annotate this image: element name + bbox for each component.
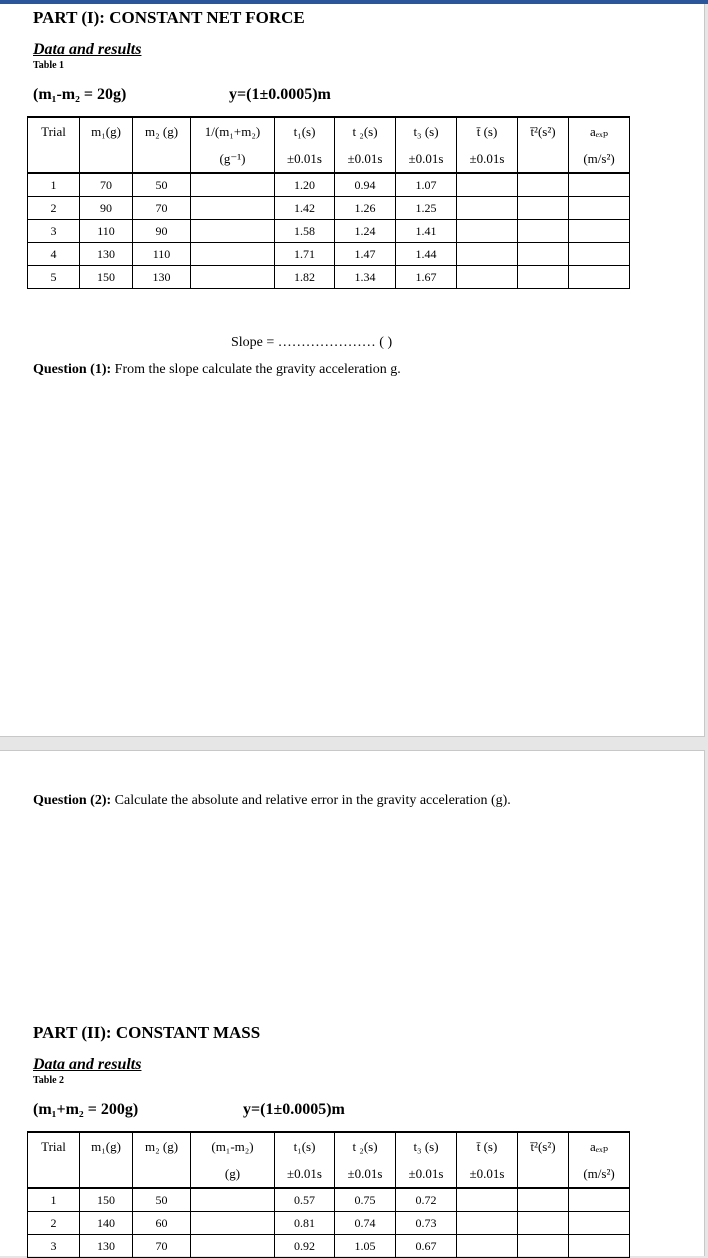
part2-height: y=(1±0.0005)m <box>243 1101 345 1118</box>
question-1: Question (1): From the slope calculate the gravity acceleration g. <box>33 362 401 377</box>
document-page-1 <box>0 4 705 737</box>
data-table-1 <box>27 116 630 289</box>
part2-title: PART (II): CONSTANT MASS <box>33 1023 261 1042</box>
table-header-row: Trial m₁(g) m₂ (g) (m₁-m₂) (g) t₁(s) ±0.01s t ₂(s) ±0.01s t₃ (s) ±0.01s t̄ (s) ±0.01s t̄²(s²) aₑₓₚ (m/s²) <box>28 1132 630 1188</box>
part1-title: PART (I): CONSTANT NET FORCE <box>33 8 305 27</box>
slope-line: Slope = ………………… ( ) <box>231 335 393 350</box>
table-row: 2 90 70 1.42 1.26 1.25 <box>28 197 630 220</box>
part2-mass-condition: (m₁+m₂ = 200g) <box>33 1101 139 1118</box>
table-row: 1 70 50 1.20 0.94 1.07 <box>28 173 630 197</box>
part2-data-heading: Data and results <box>33 1056 142 1073</box>
part1-height: y=(1±0.0005)m <box>229 86 331 103</box>
document-page-2 <box>0 750 705 1256</box>
table-row: 5 150 130 1.82 1.34 1.67 <box>28 266 630 289</box>
part2-table-label: Table 2 <box>33 1075 65 1086</box>
table-row: 4 130 110 1.71 1.47 1.44 <box>28 243 630 266</box>
table-row: 1 150 50 0.57 0.75 0.72 <box>28 1188 630 1212</box>
part1-mass-condition: (m₁-m₂ = 20g) <box>33 86 127 103</box>
table-header-row: Trial m₁(g) m₂ (g) 1/(m₁+m₂) (g⁻¹) t₁(s) ±0.01s t ₂(s) ±0.01s t₃ (s) ±0.01s t̄ (s) ±0.01s t̄²(s²) aₑₓₚ (m/s²) <box>28 117 630 173</box>
table-row: 2 140 60 0.81 0.74 0.73 <box>28 1212 630 1235</box>
table-row: 3 110 90 1.58 1.24 1.41 <box>28 220 630 243</box>
part1-data-heading: Data and results <box>33 41 142 58</box>
data-table-2 <box>27 1131 630 1258</box>
part1-table-label: Table 1 <box>33 60 65 71</box>
question-2: Question (2): Calculate the absolute and relative error in the gravity acceleration (g). <box>33 793 511 808</box>
table-row: 3 130 70 0.92 1.05 0.67 <box>28 1235 630 1258</box>
